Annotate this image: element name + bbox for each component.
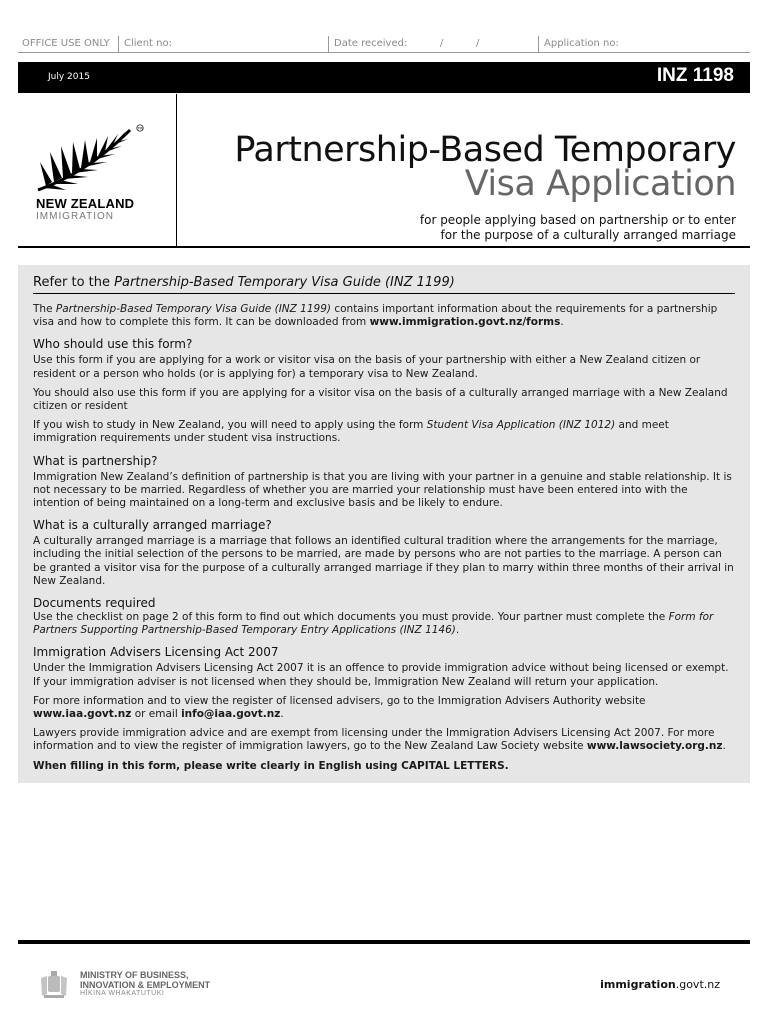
page-subtitle — [420, 213, 736, 243]
divider — [18, 246, 750, 248]
divider — [176, 94, 177, 248]
partnership-paragraph: Immigration New Zealand’s definition of partnership is that you are living with your partner in a genuine and stable relationship. It is not necessary to be married. Regardless of whether you are married your relationship must have been entered into with the intention of being maintained on a long-term and exclusive basis and be likely to endure. — [33, 470, 732, 510]
intro-paragraph — [33, 303, 735, 329]
immigration-website-link[interactable] — [600, 978, 720, 991]
guide-title: Partnership-Based Temporary Visa Guide (INZ 1199) — [55, 303, 331, 315]
text: . — [280, 708, 284, 721]
office-use-strip — [18, 36, 750, 53]
logo-agency: IMMIGRATION — [36, 211, 115, 222]
page-title: Partnership-Based Temporary — [234, 130, 736, 170]
text: or email — [131, 708, 182, 721]
page-title-line2: Visa Application — [464, 164, 736, 204]
who-paragraph-3 — [33, 419, 735, 445]
office-use-label: OFFICE USE ONLY — [22, 38, 110, 49]
site-suffix: .govt.nz — [675, 978, 720, 991]
capital-letters-notice: When filling in this form, please write clearly in English using CAPITAL LETTERS. — [33, 759, 509, 772]
refer-guide-title: Partnership-Based Temporary Visa Guide (INZ 1199) — [114, 275, 455, 290]
ministry-name — [80, 970, 210, 990]
refer-heading — [33, 275, 735, 294]
section-heading-partnership: What is partnership? — [33, 453, 158, 468]
who-paragraph-2: You should also use this form if you are applying for a visitor visa on the basis of a culturally arranged marriage with a New Zealand citizen or resident — [33, 386, 728, 413]
text: If you wish to study in New Zealand, you will need to apply using the form — [33, 419, 427, 432]
text: Lawyers provide immigration advice and are exempt from licensing under the Immigration Advisers Licensing Act 2007. For more information and to view the register of immigration lawyers, go to the New Zealand Law Society website — [33, 727, 715, 753]
section-heading-marriage: What is a culturally arranged marriage? — [33, 518, 272, 533]
date-received-field[interactable]: Date received: — [334, 38, 408, 49]
text: . — [722, 740, 726, 753]
advisers-paragraph-2 — [33, 695, 735, 721]
documents-paragraph — [33, 611, 735, 637]
text: . — [455, 624, 460, 637]
who-paragraph-1: Use this form if you are applying for a work or visitor visa on the basis of your partnership with either a New Zealand citizen or resident or a person who holds (or is applying for) a temporary visa to New Zealand. — [33, 354, 701, 380]
form-date: July 2015 — [48, 72, 90, 82]
section-heading-advisers: Immigration Advisers Licensing Act 2007 — [33, 645, 279, 660]
mbie-logo — [38, 966, 238, 1006]
site-domain: immigration — [600, 978, 676, 991]
ministry-line: MINISTRY OF BUSINESS, — [80, 970, 189, 980]
forms-link[interactable]: www.immigration.govt.nz/forms — [369, 316, 561, 329]
iaa-email-link[interactable]: info@iaa.govt.nz — [181, 708, 281, 721]
trademark: TM — [137, 126, 143, 131]
section-heading-who: Who should use this form? — [33, 337, 193, 352]
advisers-paragraph-3 — [33, 727, 735, 753]
ministry-maori-name: HĪKINA WHAKATUTUKI — [80, 990, 165, 997]
text: The — [33, 303, 56, 315]
subtitle-line: for the purpose of a culturally arranged marriage — [440, 228, 736, 242]
advisers-paragraph-1: Under the Immigration Advisers Licensing Act 2007 it is an offence to provide immigration advice without being licensed or exempt. If your immigration adviser is not licensed when they should be, Immigration New Zealand will return your application. — [33, 662, 729, 688]
date-slash: / — [440, 38, 444, 49]
nz-immigration-logo — [36, 124, 166, 224]
divider — [328, 36, 329, 52]
ministry-line: INNOVATION & EMPLOYMENT — [80, 980, 211, 990]
form-title-area — [18, 94, 750, 248]
coat-of-arms-icon — [38, 968, 70, 1000]
divider — [118, 36, 119, 52]
text: contains important information about the requirements for a partnership visa and how to complete this form. It can be downloaded from — [33, 303, 718, 329]
date-slash: / — [476, 38, 480, 49]
text: Use the checklist on page 2 of this form to find out which documents you must provide. Your partner must complete the — [33, 611, 669, 624]
student-form-title: Student Visa Application (INZ 1012) — [426, 419, 616, 432]
application-no-field[interactable]: Application no: — [544, 38, 619, 49]
client-no-field[interactable]: Client no: — [124, 38, 172, 49]
silver-fern-icon — [36, 124, 166, 194]
iaa-link[interactable]: www.iaa.govt.nz — [33, 708, 132, 721]
divider — [538, 36, 539, 52]
logo-country: NEW ZEALAND — [36, 196, 135, 211]
text: and meet immigration requirements under student visa instructions. — [33, 419, 669, 445]
footer-divider — [18, 940, 750, 944]
form-header-bar — [18, 62, 750, 93]
section-heading-documents: Documents required — [33, 596, 156, 611]
form-code: INZ 1198 — [656, 65, 734, 86]
law-society-link[interactable]: www.lawsociety.org.nz — [586, 740, 723, 753]
refer-prefix: Refer to the — [33, 275, 115, 290]
partner-form-title: Form for Partners Supporting Partnership-Based Temporary Entry Applications (INZ 1146) — [33, 611, 714, 637]
text: . — [560, 316, 564, 329]
info-panel — [18, 265, 750, 783]
text: For more information and to view the register of licensed advisers, go to the Immigration Advisers Authority website — [33, 694, 646, 707]
marriage-paragraph: A culturally arranged marriage is a marriage that follows an identified cultural tradition where the arrangements for the marriage, including the initial selection of the persons to be married, are made by persons who are not parties to the marriage. A person can be granted a visitor visa for the purpose of a culturally arranged marriage if they plan to marry within three months of their arrival in New Zealand. — [33, 535, 734, 587]
subtitle-line: for people applying based on partnership or to enter — [419, 213, 736, 227]
